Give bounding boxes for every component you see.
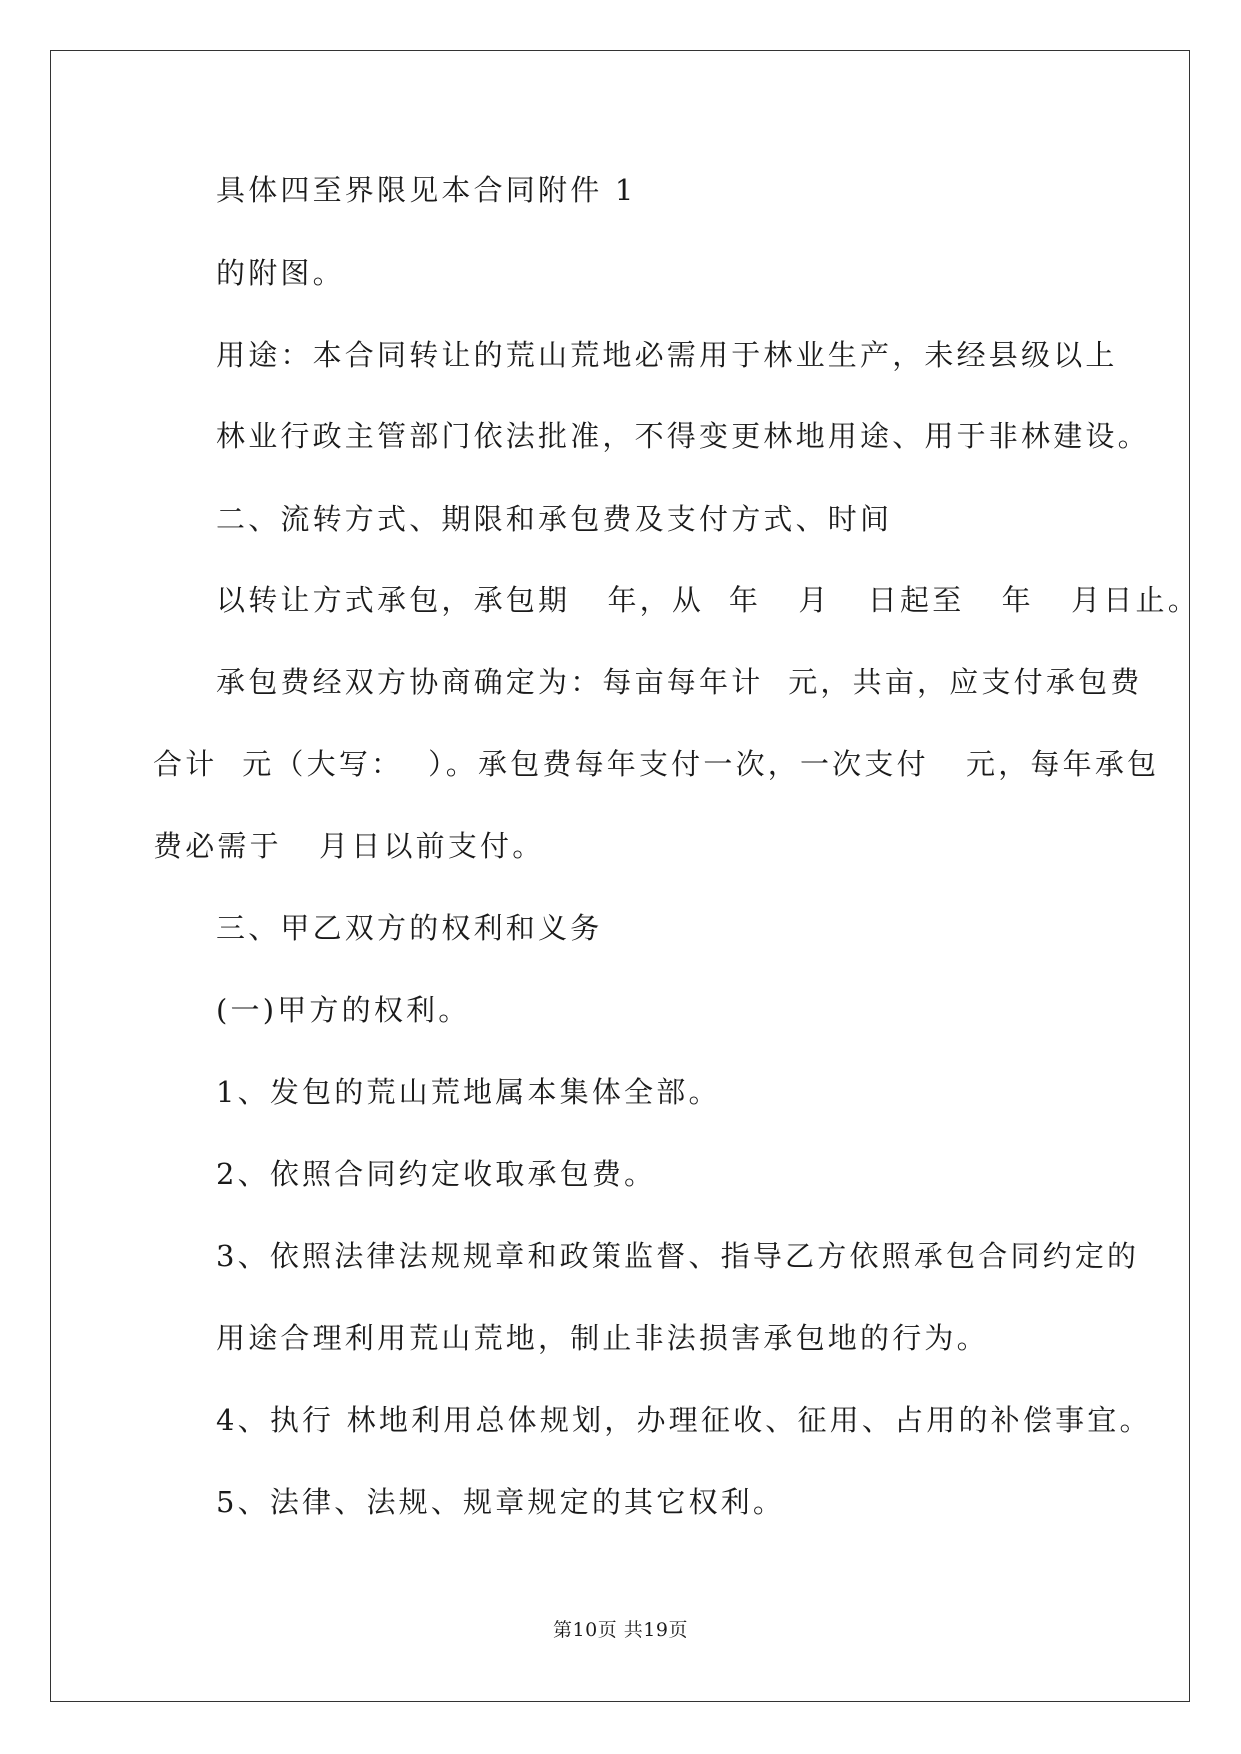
page-number-footer: 第10页 共19页 [553,1619,688,1641]
page-frame [50,50,1190,1702]
body-line-7: 承包费经双方协商确定为：每亩每年计 元，共亩，应支付承包费 [216,665,1143,699]
list-item-1: 1、发包的荒山荒地属本集体全部。 [216,1075,721,1109]
body-line-2: 的附图。 [216,256,345,290]
list-item-2: 2、依照合同约定收取承包费。 [216,1157,657,1191]
section-heading-2: 二、流转方式、期限和承包费及支付方式、时间 [216,502,893,536]
section-heading-3: 三、甲乙双方的权利和义务 [216,911,603,945]
body-line-6: 以转让方式承包，承包期 年，从 年 月 日起至 年 月日止。 [216,583,1200,617]
list-item-3-cont: 用途合理利用荒山荒地，制止非法损害承包地的行为。 [216,1321,989,1355]
body-line-9: 费必需于 月日以前支付。 [153,829,545,863]
list-item-5: 5、法律、法规、规章规定的其它权利。 [216,1485,786,1519]
list-item-4: 4、执行 林地利用总体规划，办理征收、征用、占用的补偿事宜。 [216,1403,1152,1437]
body-line-8: 合计 元（大写： ）。承包费每年支付一次，一次支付 元，每年承包 [153,747,1160,781]
body-line-1: 具体四至界限见本合同附件 1 [216,173,637,207]
subsection-heading-1: (一)甲方的权利。 [216,993,471,1027]
body-line-3: 用途：本合同转让的荒山荒地必需用于林业生产，未经县级以上 [216,338,1118,372]
list-item-3: 3、依照法律法规规章和政策监督、指导乙方依照承包合同约定的 [216,1239,1140,1273]
body-line-4: 林业行政主管部门依法批准，不得变更林地用途、用于非林建设。 [216,419,1150,453]
